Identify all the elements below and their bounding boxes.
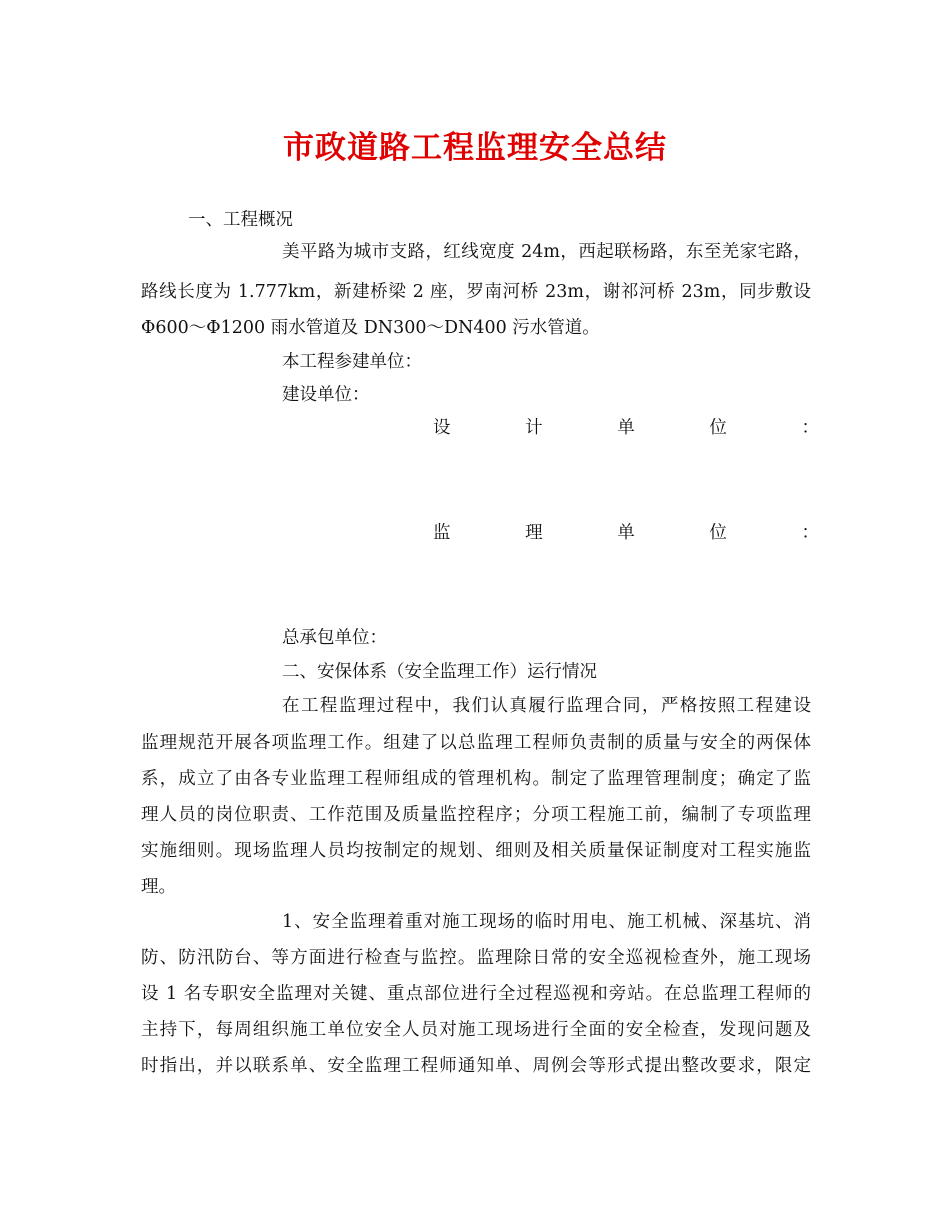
para1-line-3: 系，成立了由各专业监理工程师组成的管理机构。制定了监理管理制度；确定了监 xyxy=(141,769,811,789)
para2-line-2: 防、防汛防台、等方面进行检查与监控。监理除日常的安全巡视检查外，施工现场 xyxy=(141,948,811,968)
para2-line-4: 主持下，每周组织施工单位安全人员对施工现场进行全面的安全检查，发现问题及 xyxy=(141,1020,811,1040)
overview-line-3: Φ600～Φ1200 雨水管道及 DN300～DN400 污水管道。 xyxy=(141,318,600,338)
section-heading-overview: 一、工程概况 xyxy=(188,210,293,230)
para2-line-5: 时指出，并以联系单、安全监理工程师通知单、周例会等形式提出整改要求，限定 xyxy=(141,1056,811,1076)
overview-line-2: 路线长度为 1.777km，新建桥梁 2 座，罗南河桥 23m，谢祁河桥 23m，同步敷设 xyxy=(141,282,811,302)
contractor-label: 总承包单位： xyxy=(282,628,387,648)
supervision-unit-char: 位 xyxy=(709,523,727,543)
para1-line-5: 实施细则。现场监理人员均按制定的规划、细则及相关质量保证制度对工程实施监 xyxy=(141,841,811,861)
supervision-unit-char: ： xyxy=(801,523,819,543)
para1-line-6: 理。 xyxy=(141,877,176,897)
para1-line-4: 理人员的岗位职责、工作范围及质量监控程序；分项工程施工前，编制了专项监理 xyxy=(141,805,811,825)
supervision-unit-char: 理 xyxy=(525,523,543,543)
design-unit-char: ： xyxy=(801,418,819,438)
supervision-unit-char: 单 xyxy=(617,523,635,543)
supervision-unit-label xyxy=(433,521,819,545)
para1-line-2: 监理规范开展各项监理工作。组建了以总监理工程师负责制的质量与安全的两保体 xyxy=(141,733,811,753)
para2-line-1: 1、安全监理着重对施工现场的临时用电、施工机械、深基坑、消 xyxy=(282,912,811,932)
design-unit-char: 计 xyxy=(525,418,543,438)
design-unit-char: 设 xyxy=(433,418,451,438)
design-unit-label xyxy=(433,416,819,440)
supervision-unit-char: 监 xyxy=(433,523,451,543)
design-unit-char: 位 xyxy=(709,418,727,438)
builder-label: 建设单位： xyxy=(282,385,370,405)
design-unit-char: 单 xyxy=(617,418,635,438)
overview-line-1: 美平路为城市支路，红线宽度 24m，西起联杨路，东至羌家宅路， xyxy=(282,242,811,262)
document-title: 市政道路工程监理安全总结 xyxy=(283,130,667,166)
para1-line-1: 在工程监理过程中，我们认真履行监理合同，严格按照工程建设 xyxy=(282,696,811,716)
participants-label: 本工程参建单位： xyxy=(282,352,422,372)
para2-line-3: 设 1 名专职安全监理对关键、重点部位进行全过程巡视和旁站。在总监理工程师的 xyxy=(141,984,811,1004)
section-heading-safety: 二、安保体系（安全监理工作）运行情况 xyxy=(282,662,597,682)
